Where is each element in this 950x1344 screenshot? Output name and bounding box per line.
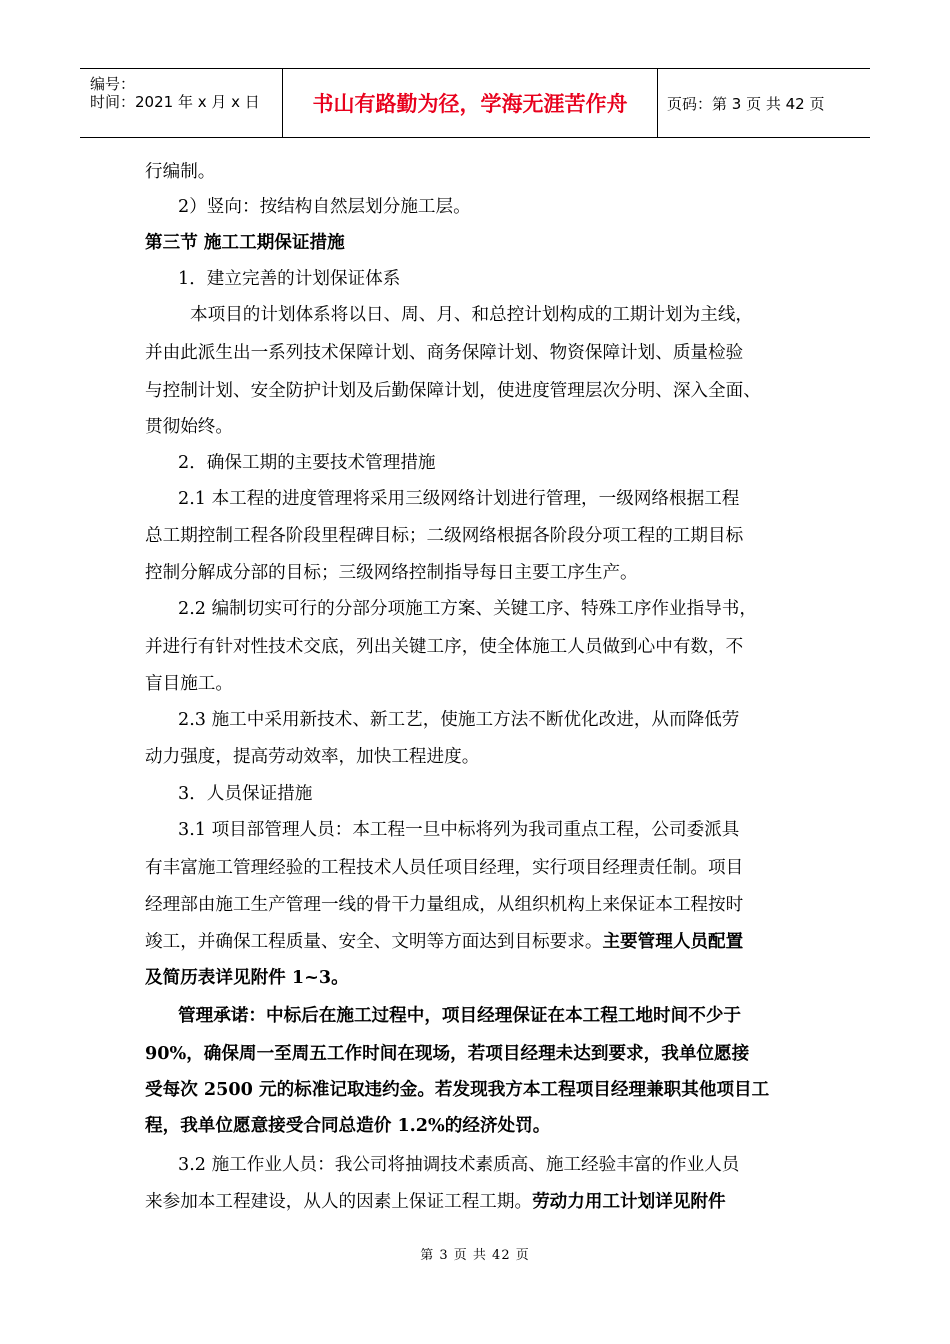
header-date: 时间：2021 年 x 月 x 日 bbox=[90, 93, 260, 111]
bold-text: 劳动力用工计划详见附件 bbox=[532, 1191, 726, 1212]
header-page-info: 页码：第 3 页 共 42 页 bbox=[667, 94, 825, 113]
body-line: 行编制。 bbox=[145, 162, 216, 182]
body-line: 贯彻始终。 bbox=[145, 417, 233, 437]
body-line: 与控制计划、安全防护计划及后勤保障计划，使进度管理层次分明、深入全面、 bbox=[145, 381, 761, 401]
body-line: 2.3 施工中采用新技术、新工艺，使施工方法不断优化改进，从而降低劳 bbox=[178, 710, 740, 730]
body-line: 2）竖向：按结构自然层划分施工层。 bbox=[178, 197, 471, 217]
body-line: 并由此派生出一系列技术保障计划、商务保障计划、物资保障计划、质量检验 bbox=[145, 343, 744, 363]
page-footer: 第 3 页 共 42 页 bbox=[420, 1248, 530, 1263]
subheading: 1．建立完善的计划保证体系 bbox=[178, 269, 401, 289]
body-line bbox=[145, 930, 743, 954]
body-line: 动力强度，提高劳动效率，加快工程进度。 bbox=[145, 747, 480, 767]
header-number-label: 编号： bbox=[90, 75, 136, 93]
subheading: 3．人员保证措施 bbox=[178, 784, 313, 804]
body-line: 3.2 施工作业人员：我公司将抽调技术素质高、施工经验丰富的作业人员 bbox=[178, 1155, 740, 1175]
body-line: 总工期控制工程各阶段里程碑目标；二级网络根据各阶段分项工程的工期目标 bbox=[145, 526, 744, 546]
header-motto: 书山有路勤为径，学海无涯苦作舟 bbox=[282, 69, 658, 137]
body-line bbox=[145, 1190, 726, 1214]
body-line: 并进行有针对性技术交底，列出关键工序，使全体施工人员做到心中有数，不 bbox=[145, 637, 744, 657]
header-meta-cell bbox=[80, 69, 282, 137]
body-text: 来参加本工程建设，从人的因素上保证工程工期。 bbox=[145, 1192, 533, 1212]
body-line: 2.1 本工程的进度管理将采用三级网络计划进行管理，一级网络根据工程 bbox=[178, 489, 740, 509]
commitment-line: 90%，确保周一至周五工作时间在现场，若项目经理未达到要求，我单位愿接 bbox=[145, 1043, 750, 1064]
body-line: 控制分解成分部的目标；三级网络控制指导每日主要工序生产。 bbox=[145, 563, 638, 583]
commitment-line: 程，我单位愿意接受合同总造价 1.2%的经济处罚。 bbox=[145, 1115, 551, 1136]
subheading: 2．确保工期的主要技术管理措施 bbox=[178, 453, 436, 473]
commitment-line: 管理承诺：中标后在施工过程中，项目经理保证在本工程工地时间不少于 bbox=[178, 1005, 742, 1026]
body-line: 2.2 编制切实可行的分部分项施工方案、关键工序、特殊工序作业指导书， bbox=[178, 599, 757, 619]
body-line: 3.1 项目部管理人员：本工程一旦中标将列为我司重点工程，公司委派具 bbox=[178, 820, 740, 840]
bold-line: 及简历表详见附件 1~3。 bbox=[145, 967, 349, 988]
commitment-line: 受每次 2500 元的标准记取违约金。若发现我方本工程项目经理兼职其他项目工 bbox=[145, 1079, 770, 1100]
page-header bbox=[80, 68, 870, 138]
body-line: 有丰富施工管理经验的工程技术人员任项目经理，实行项目经理责任制。项目 bbox=[145, 858, 744, 878]
section-heading: 第三节 施工工期保证措施 bbox=[145, 232, 345, 253]
body-text: 竣工，并确保工程质量、安全、文明等方面达到目标要求。 bbox=[145, 932, 603, 952]
bold-text: 主要管理人员配置 bbox=[602, 931, 744, 952]
body-line: 经理部由施工生产管理一线的骨干力量组成，从组织机构上来保证本工程按时 bbox=[145, 895, 744, 915]
body-line: 盲目施工。 bbox=[145, 674, 233, 694]
body-line: 本项目的计划体系将以日、周、月、和总控计划构成的工期计划为主线， bbox=[190, 305, 754, 325]
